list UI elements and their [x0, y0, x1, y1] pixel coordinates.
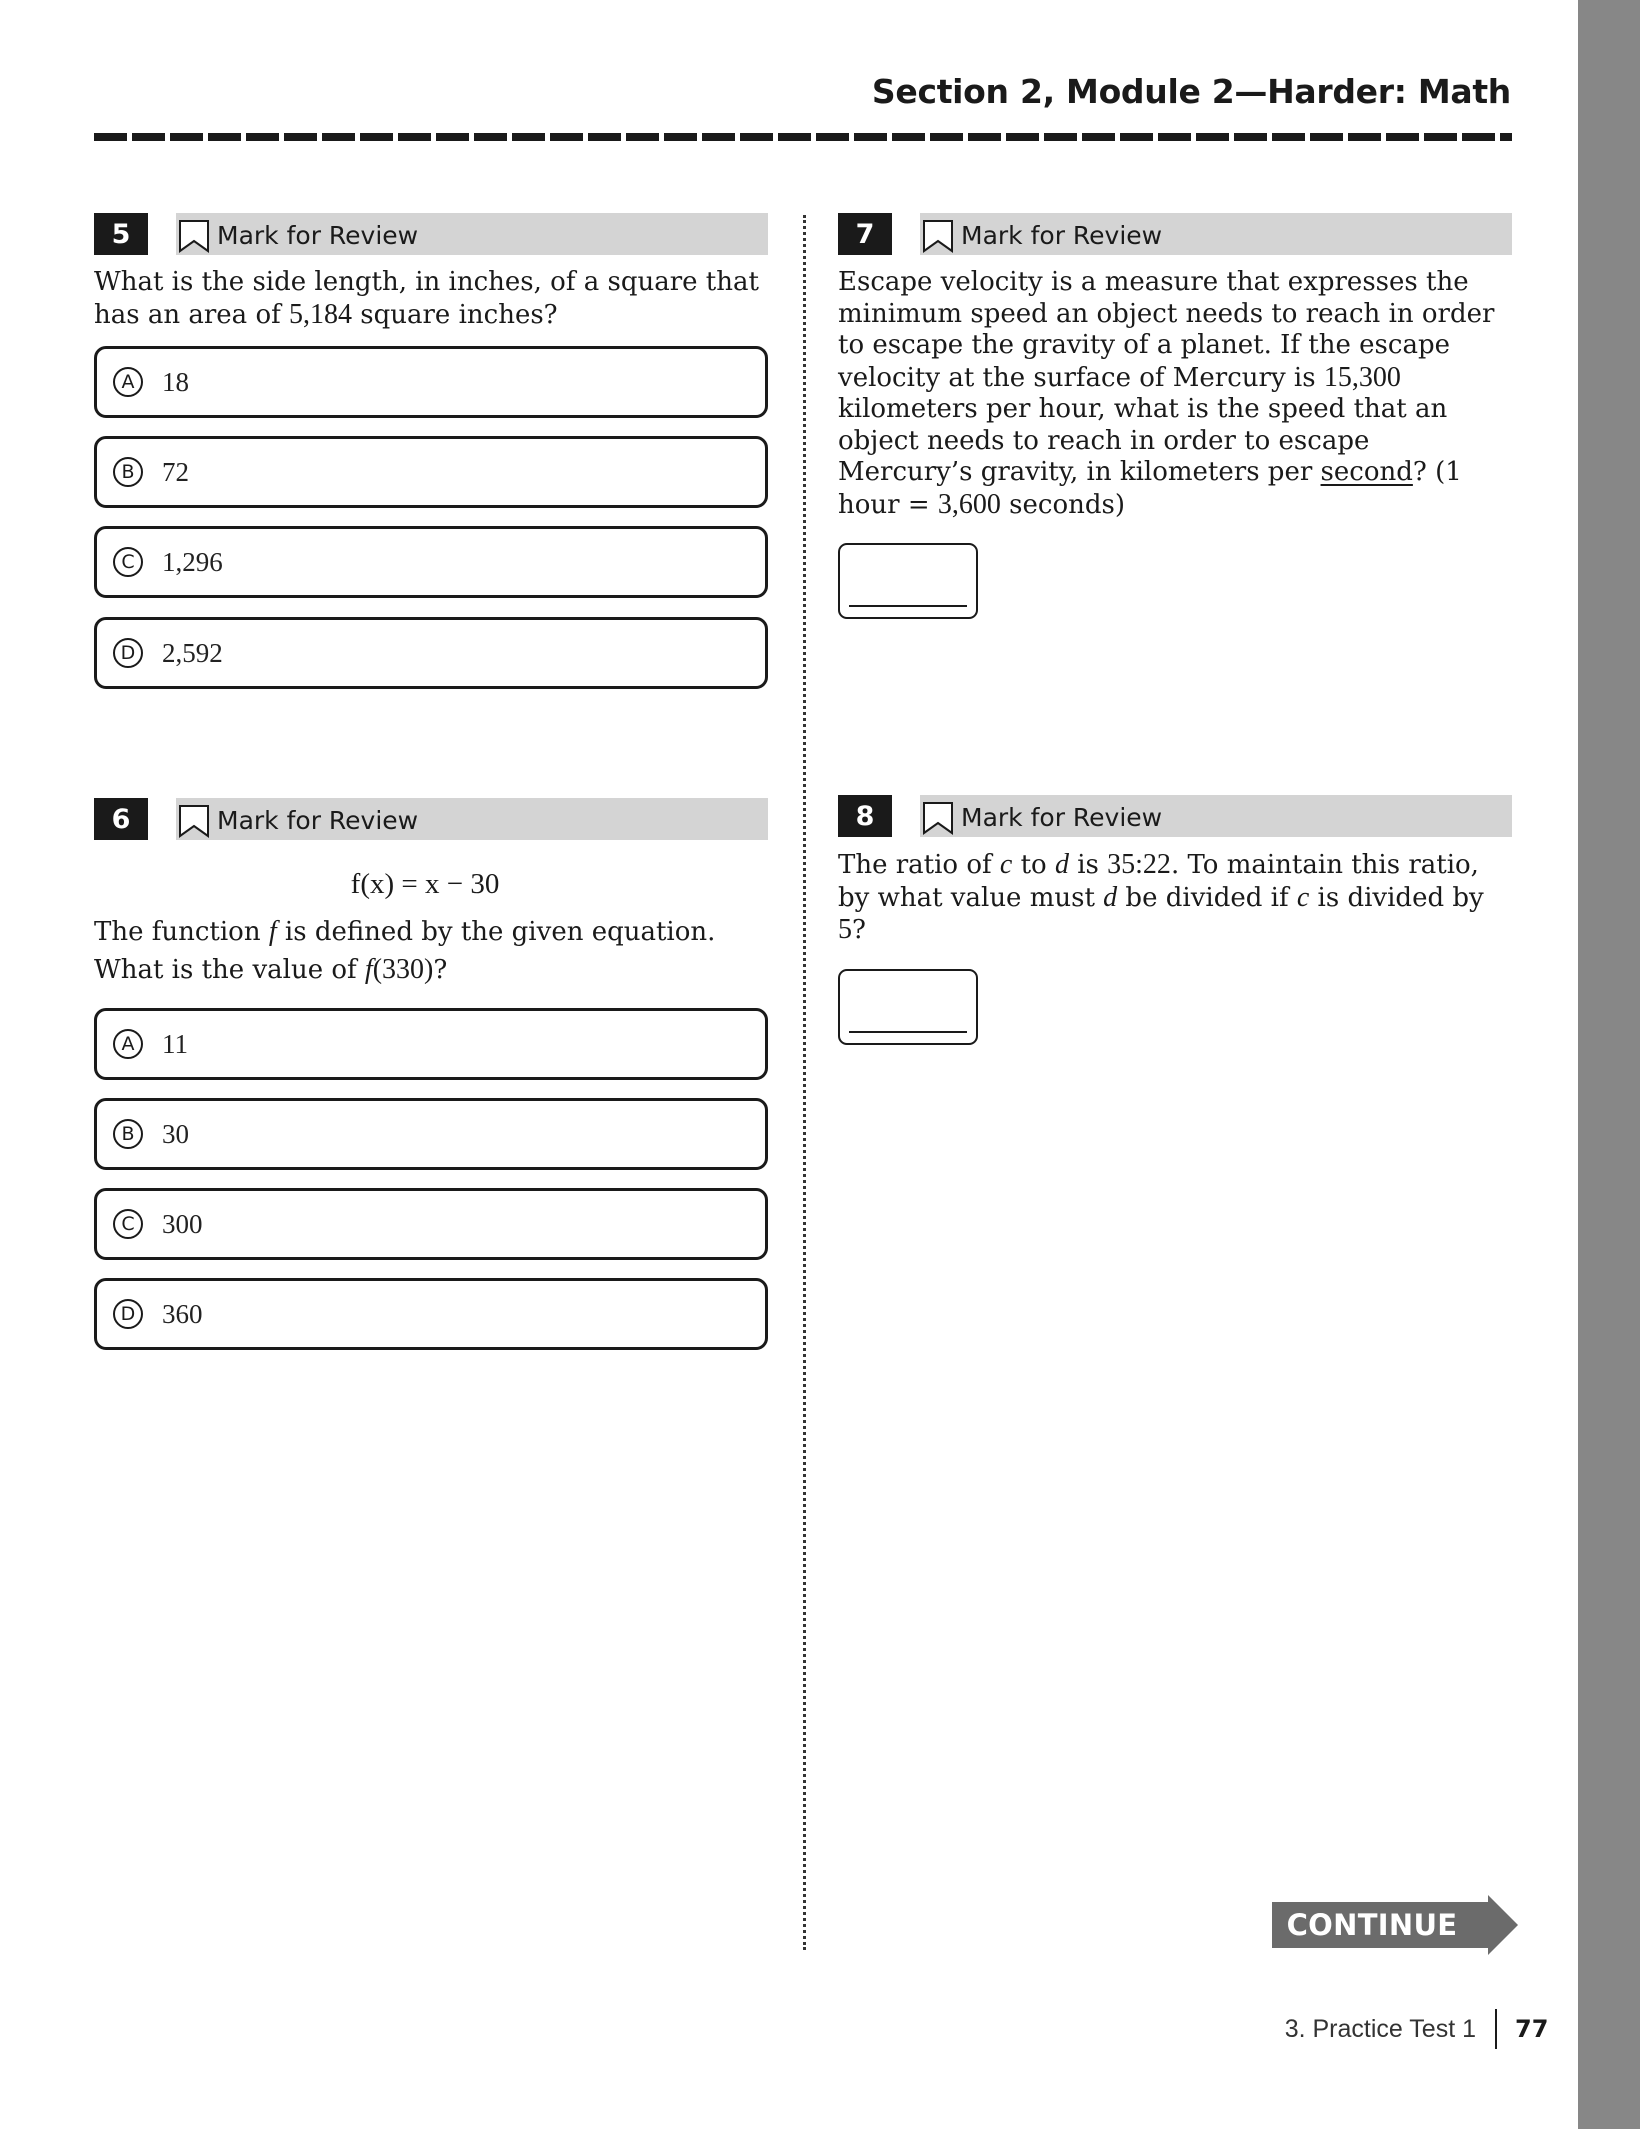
answer-choice-b[interactable]: [94, 436, 768, 508]
question-6: [94, 798, 768, 1329]
mark-for-review-label[interactable]: Mark for Review: [217, 221, 419, 250]
header-dashed-rule: [94, 133, 1512, 141]
footer-chapter: 3. Practice Test 1: [1284, 2015, 1476, 2043]
choice-value: 30: [162, 1118, 189, 1149]
question-header: [838, 213, 1512, 255]
mark-for-review-label[interactable]: Mark for Review: [961, 803, 1163, 832]
continue-label: CONTINUE: [1286, 1908, 1458, 1942]
bookmark-icon[interactable]: [178, 804, 210, 838]
choice-letter: D: [113, 1299, 143, 1329]
choice-value: 1,296: [162, 546, 223, 577]
answer-entry-box[interactable]: [838, 543, 978, 619]
mark-for-review-label[interactable]: Mark for Review: [961, 221, 1163, 250]
function-equation: f(x) = x − 30: [350, 868, 500, 900]
choice-value: 11: [162, 1028, 188, 1059]
choice-letter: D: [113, 638, 143, 668]
choice-letter: C: [113, 1209, 143, 1239]
mark-for-review-label[interactable]: Mark for Review: [217, 806, 419, 835]
page-edge-tab: [1578, 0, 1640, 2129]
question-5: [94, 213, 768, 668]
choice-value: 72: [162, 456, 189, 487]
answer-entry-box[interactable]: [838, 969, 978, 1045]
bookmark-icon[interactable]: [922, 801, 954, 835]
choice-letter: A: [113, 367, 143, 397]
question-number: 8: [838, 795, 892, 837]
column-divider: [803, 215, 806, 1950]
question-7: [838, 213, 1512, 521]
question-text: Escape velocity is a measure that expresses the minimum speed an object needs to reach in order to escape the gravity of a planet. If the escape velocity at the surface of Mercury is 15,300 kilometers per hour, what is the speed that an object needs to reach in order to escape Mercury’s gravity, in kilometers per second? (1 hour = 3,600 seconds): [838, 267, 1495, 520]
choice-value: 360: [162, 1298, 203, 1329]
question-header: [94, 213, 768, 255]
choice-letter: C: [113, 547, 143, 577]
answer-choice-a[interactable]: [94, 346, 768, 418]
answer-choice-c[interactable]: [94, 526, 768, 598]
question-number: 7: [838, 213, 892, 255]
answer-choice-d[interactable]: [94, 1278, 768, 1350]
question-header: [838, 795, 1512, 837]
choice-letter: A: [113, 1029, 143, 1059]
question-text: The ratio of c to d is 35:22. To maintain this ratio, by what value must d be divided if c is divided by 5?: [838, 849, 1484, 945]
choice-letter: B: [113, 1119, 143, 1149]
answer-choice-d[interactable]: [94, 617, 768, 689]
continue-button[interactable]: [1272, 1895, 1518, 1955]
question-number: 5: [94, 213, 148, 255]
bookmark-icon[interactable]: [178, 219, 210, 253]
page-number: 77: [1515, 2015, 1549, 2043]
bookmark-icon[interactable]: [922, 219, 954, 253]
answer-choice-b[interactable]: [94, 1098, 768, 1170]
answer-entry-line: [849, 605, 967, 607]
section-title: Section 2, Module 2—Harder: Math: [871, 72, 1511, 111]
question-text: What is the side length, in inches, of a square that has an area of 5,184 square inches?: [94, 267, 759, 330]
question-number: 6: [94, 798, 148, 840]
choice-value: 18: [162, 366, 189, 397]
question-header: [94, 798, 768, 840]
answer-choice-a[interactable]: [94, 1008, 768, 1080]
answer-choice-c[interactable]: [94, 1188, 768, 1260]
answer-entry-line: [849, 1031, 967, 1033]
footer-divider: [1495, 2009, 1497, 2049]
question-text: The function f is defined by the given equation. What is the value of f(330)?: [94, 916, 716, 985]
choice-value: 2,592: [162, 637, 223, 668]
question-8: [838, 795, 1512, 947]
choice-letter: B: [113, 457, 143, 487]
choice-value: 300: [162, 1208, 203, 1239]
